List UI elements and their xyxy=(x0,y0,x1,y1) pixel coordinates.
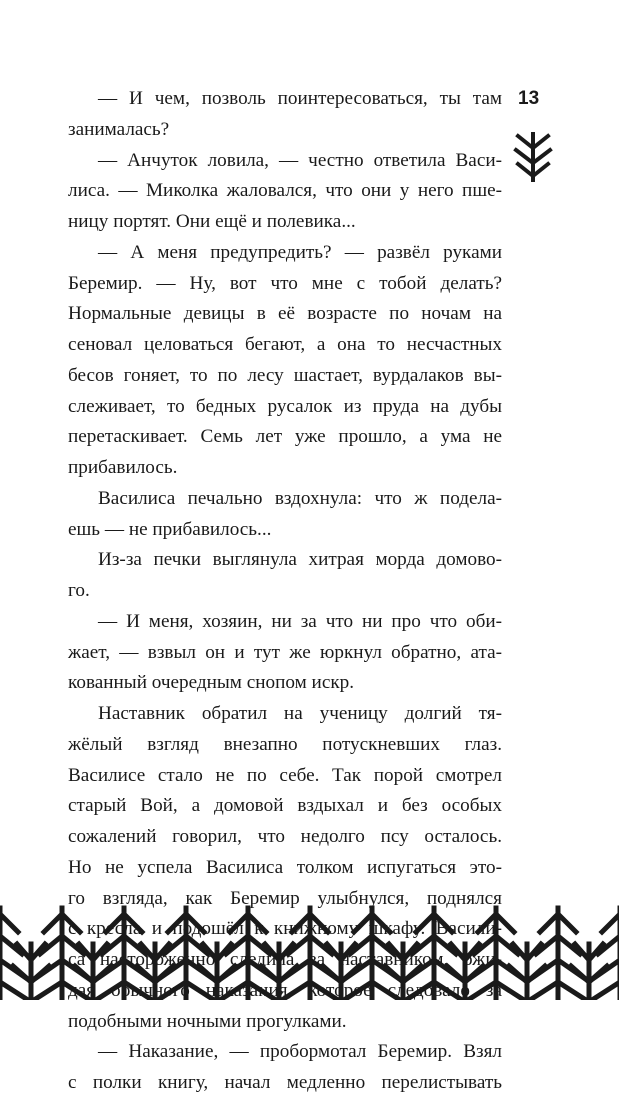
text-line: сеновал целоваться бегают, а она то несчастных xyxy=(68,334,502,355)
text-line: са настороженно следила за наставником, ожи- xyxy=(68,949,502,970)
text-line: Из-за печки выглянула хитрая морда домово- xyxy=(98,549,502,571)
text-line: лиса. — Миколка жаловался, что они у него пше- xyxy=(68,180,502,202)
text-line: старый Вой, а домовой вздыхал и без особых xyxy=(68,795,502,817)
text-line: слеживает, то бедных русалок из пруда на дубы xyxy=(68,395,502,417)
border-stroke xyxy=(602,914,619,932)
folk-wheat-border-pattern xyxy=(0,904,619,1000)
text-line: — Анчуток ловила, — честно ответила Васи- xyxy=(98,149,502,171)
text-line: — И чем, позволь поинтересоваться, ты там xyxy=(98,88,502,109)
text-line: Василисе стало не по себе. Так порой смотрел xyxy=(68,764,502,786)
folk-wheat-ornament-icon xyxy=(510,130,556,184)
text-line: дая обычного наказания, которое следовало за xyxy=(68,979,502,1001)
page-number: 13 xyxy=(518,88,540,109)
text-line: бесов гоняет, то по лесу шастает, вурдалаков вы- xyxy=(68,364,502,386)
text-line: Беремир. — Ну, вот что мне с тобой делать? xyxy=(68,272,502,294)
text-line: кованный очередным снопом искр. xyxy=(68,672,355,694)
text-line: занималась? xyxy=(68,118,170,140)
text-line: сожалений говорил, что недолго псу осталось. xyxy=(68,826,502,847)
text-line: с кресла и подошёл к книжному шкафу. Васили- xyxy=(68,918,502,940)
text-line: го. xyxy=(68,580,90,601)
text-line: подобными ночными прогулками. xyxy=(68,1010,347,1032)
border-stroke xyxy=(0,982,28,1000)
text-line: ницу портят. Они ещё и полевика... xyxy=(68,211,356,232)
text-line: с полки книгу, начал медленно перелистывать xyxy=(68,1072,502,1093)
text-line: го взгляда, как Беремир улыбнулся, поднялся xyxy=(68,887,502,909)
text-line: — Наказание, — пробормотал Беремир. Взял xyxy=(98,1041,502,1063)
text-line: — А меня предупредить? — развёл руками xyxy=(98,241,502,263)
border-stroke xyxy=(592,982,619,1000)
text-line: ешь — не прибавилось... xyxy=(68,518,272,540)
text-line: Василиса печально вздохнула: что ж подела- xyxy=(98,487,502,509)
text-line: — И меня, хозяин, ни за что ни про что оби- xyxy=(98,610,502,632)
text-line: Наставник обратил на ученицу долгий тя- xyxy=(98,703,502,724)
text-line: перетаскивает. Семь лет уже прошло, а ума не xyxy=(68,426,502,448)
text-line: Нормальные девицы в её возрасте по ночам на xyxy=(68,303,502,325)
text-line: Но не успела Василиса толком испугаться это- xyxy=(68,856,502,878)
text-line: жёлый взгляд внезапно потускневших глаз. xyxy=(68,733,502,755)
text-line: прибавилось. xyxy=(68,457,178,478)
border-stroke xyxy=(0,914,18,932)
text-line: жает, — взвыл он и тут же юркнул обратно, ата- xyxy=(68,641,502,663)
